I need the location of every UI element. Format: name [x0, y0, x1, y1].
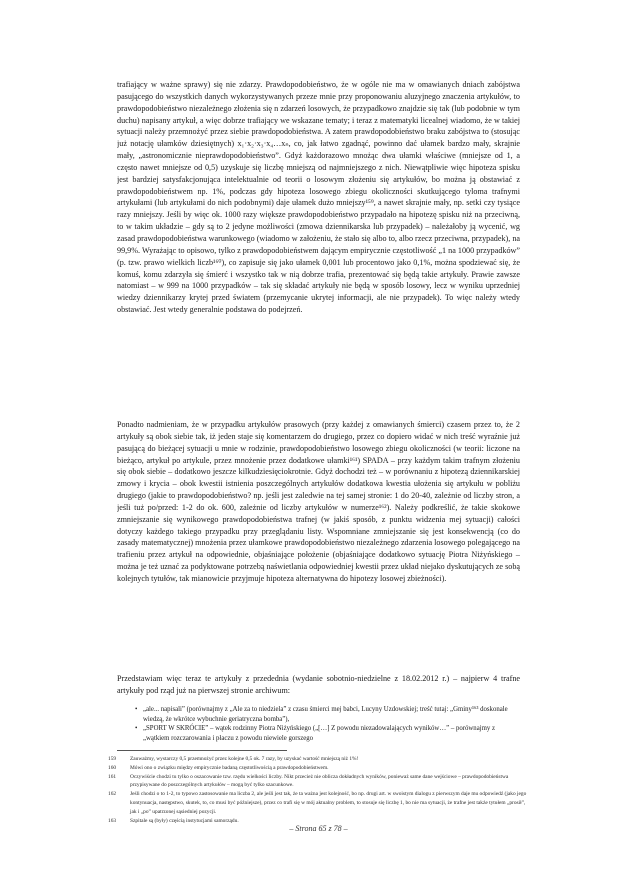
paragraph-2: Ponadto nadmieniam, że w przypadku artykułów prasowych (przy każdej z omawianych śmierci) czasem przez to, że 2 artykuły są obok siebie tak, iż jeden staje się komentarzem do drugiego, przez co dopiero widać w nich treść wyraźnie już pasującą do bieżącej sytuacji u mnie w rodzinie, prawdopodobieństwo losowego zbiegu okoliczności (w teorii: liczone na bieżąco, artykuł po artykule, przez mnożenie przez dodatkowe ułamki¹⁶¹) SPADA – przy każdym takim trafnym złożeniu się obok siebie – dodatkowo jeszcze kilkudziesięciokrotnie. Gdyż dochodzi też – w porównaniu z hipotezą dziennikarskiej zmowy i krycia – obok kwestii istnienia poszczególnych artykułów dodatkowa kwestia ułożenia się artykułu w pobliżu drugiego (jakie to prawdopodobieństwo? np. jeśli jest zaledwie na tej samej stronie: 1 do 20-40, zależnie od liczby stron, a jeśli tuż po/przed: 1-2 do ok. 600, zależnie od liczby artykułów w numerze¹⁶²). Należy podkreślić, że takie skokowe zmniejszanie się wynikowego prawdopodobieństwa trafnej (w jakiś sposób, z punktu widzenia mej sytuacji) całości dotyczy każdego takiego przypadku przy przeglądaniu listy. Wspomniane zmniejszanie się jest konsekwencją (co do zasady matematycznej) mnożenia przez ułamkowe prawdopodobieństwo niezależnego zdarzenia losowego polegającego na trafieniu przez artykuł na odpowiednie, objaśniające położenie (objaśniające dodatkowo sytuację Piotra Niżyńskiego – można je też uznać za podyktowane potrzebą naświetlania odpowiedniej kwestii przez układ niejako dyskutujących ze sobą kolejnych tytułów, tak mianowicie przyjmuje hipoteza alternatywna do hipotezy losowej zbieżności). [117, 420, 520, 583]
quote-list [135, 705, 520, 743]
footnote-separator [117, 750, 287, 751]
page-number: – Strona 65 z 78 – [289, 824, 348, 833]
footnotes [108, 755, 528, 825]
quote-item: • „SPORT W SKRÓCIE” – wątek rodzinny Piotra Niżyńskiego („[…] Z powodu niezadowalających wyników…” – porównajmy z „wątkiem rozczarowania i płaczu z powodu niewiele gorszego [135, 724, 520, 743]
footnote-text: Oczywiście chodzi tu tylko o oszacowanie tzw. rzędu wielkości liczby. Nikt przecież nie oblicza dokładnych wyników, ponieważ same dane wejściowe – prawdopodobieństwa przypisywane do poszczególnych artykułów – mogą być tylko szacunkowe. [130, 773, 509, 789]
footnote [108, 773, 528, 791]
footnote [108, 755, 528, 764]
footnote-number: 163 [108, 817, 117, 824]
footnote-text: Szpitale są (były) częścią instytucjami samorządu. [130, 817, 239, 824]
footnote-text: Mówi ono o związku między empirycznie badaną częstotliwością a prawdopodobieństwem. [130, 764, 329, 771]
footnote-text: Jeśli chodzi o to 1-2, to typowo zastosowanie ma liczba 2, ale jeśli jest tak, że ta ważna jest kolejność, bo np. drugi art. w swoistym dialogu z pierwszym daje mu odpowiedź (jako jego kontynuacja, następstwo, skutek, to, co musi być późniejsze), przez co trafi się w mój aktualny problem, to stosuje się liczbę 1, bo nie ma sytuacji, że trafne jest także tytułem „prosił”, jak i „po” upatrzonej sąsiedniej pozycji. [130, 791, 527, 815]
footnote-number: 162 [108, 791, 117, 798]
main-text [117, 79, 520, 695]
footnote [108, 790, 528, 816]
footnote-number: 160 [108, 764, 117, 771]
footnote-text: Zauważmy, wystarczy 0,5 przemnożyć przez kolejne 0,5 ok. 7 razy, by uzyskać wartość mniejszą niż 1%! [130, 756, 359, 762]
quote-item: • „ale... napisali” (porównajmy z „Ale za to niedziela” z czasu śmierci mej babci, Lucyny Uzdowskiej; treść tutaj: „Gminy¹⁶³ doskonale wiedzą, że wkrótce wybuchnie geriatryczna bomba”), [135, 705, 520, 724]
footnote-number: 161 [108, 773, 117, 780]
paragraph-1: trafiający w ważne sprawy) się nie zdarzy. Prawdopodobieństwo, że w ogóle nie ma w omawianych dniach zabójstwa pasującego do wszystkich danych wykorzystywanych przeze mnie przy proponowaniu aluzyjnego znaczenia artykułów, to prawdopodobieństwo niezależnego złożenia się n zdarzeń losowych, że przypadkowo znajdzie się tak (lub podobnie w tym duchu) napisany artykuł, a więc dobrze trafiający we wskazane tematy; i teraz z matematyki licealnej wiadomo, że w takiej sytuacji należy przemnożyć przez siebie prawdopodobieństwa. A zatem prawdopodobieństwo braku zabójstwa to (stosując już notację ułamków dziesiętnych) x₁·x₂·x₃·x₄…xₙ, co, jak łatwo zgadnąć, powinno dać ułamek bardzo mały, skrajnie mały, „astronomicznie nieprawdopodobieństwo”. Gdyż każdorazowo mnożąc dwa ułamki właściwe (mniejsze od 1, a często nawet mniejsze od 0,5) uzyskuje się liczbę mniejszą od najmniejszego z nich. Niewątpliwie więc hipoteza spisku jest bardziej satysfakcjonująca intelektualnie od teorii o losowym złożeniu się artykułów, bo można ją obstawiać z prawdopodobieństwem np. 1%, podczas gdy hipoteza losowego zbiegu okoliczności skutkującego tyloma trafnymi artykułami (lub artykułami do nich podobnymi) daje ułamek dużo mniejszy¹⁵⁹, a nawet skrajnie mały, np. setki czy tysiące razy mniejszy. Jeśli by więc ok. 1000 razy większe prawdopodobieństwo przypadało na hipotezę spisku niż na przeciwną, to w takim układzie – gdy są to 2 jedyne możliwości (zmowa dziennikarska lub przypadek) – należałoby ją wycenić, wg zasad prawdopodobieństwa warunkowego (wiadomo w założeniu, że stało się albo to, albo rzecz przeciwna, przypadek), na 99,9%. Wyrażając to opisowo, tylko z prawdopodobieństwem dającym empirycznie częstotliwość „1 na 1000 przypadków” (p. tzw. prawo wielkich liczb¹⁶⁰), co zapisuje się jako ułamek 0,001 lub procentowo jako 0,1%, można spodziewać się, że komuś, komu zdarzyła się śmierć i wszystko tak w nią dobrze trafia, prezentować się będą takie artykuły. Prawie zawsze natomiast – w 999 na 1000 przypadków – tak się składać artykuły nie będą w sposób losowy, lecz w wyniku uprzedniej wiedzy dziennikarzy krytej przed światem (przemycanie ukrytej informacji, ale nie przypadek). To więc należy wtedy obstawiać. Jest wtedy generalnie podstawa do podejrzeń. [117, 80, 520, 315]
footnote-number: 159 [108, 756, 117, 762]
paragraph-3: Przedstawiam więc teraz te artykuły z przedednia (wydanie sobotnio-niedzielne z 18.02.2012 r.) – najpierw 4 trafne artykuły pod rząd już na pierwszej stronie archiwum: [117, 674, 520, 695]
footnote [108, 764, 528, 773]
